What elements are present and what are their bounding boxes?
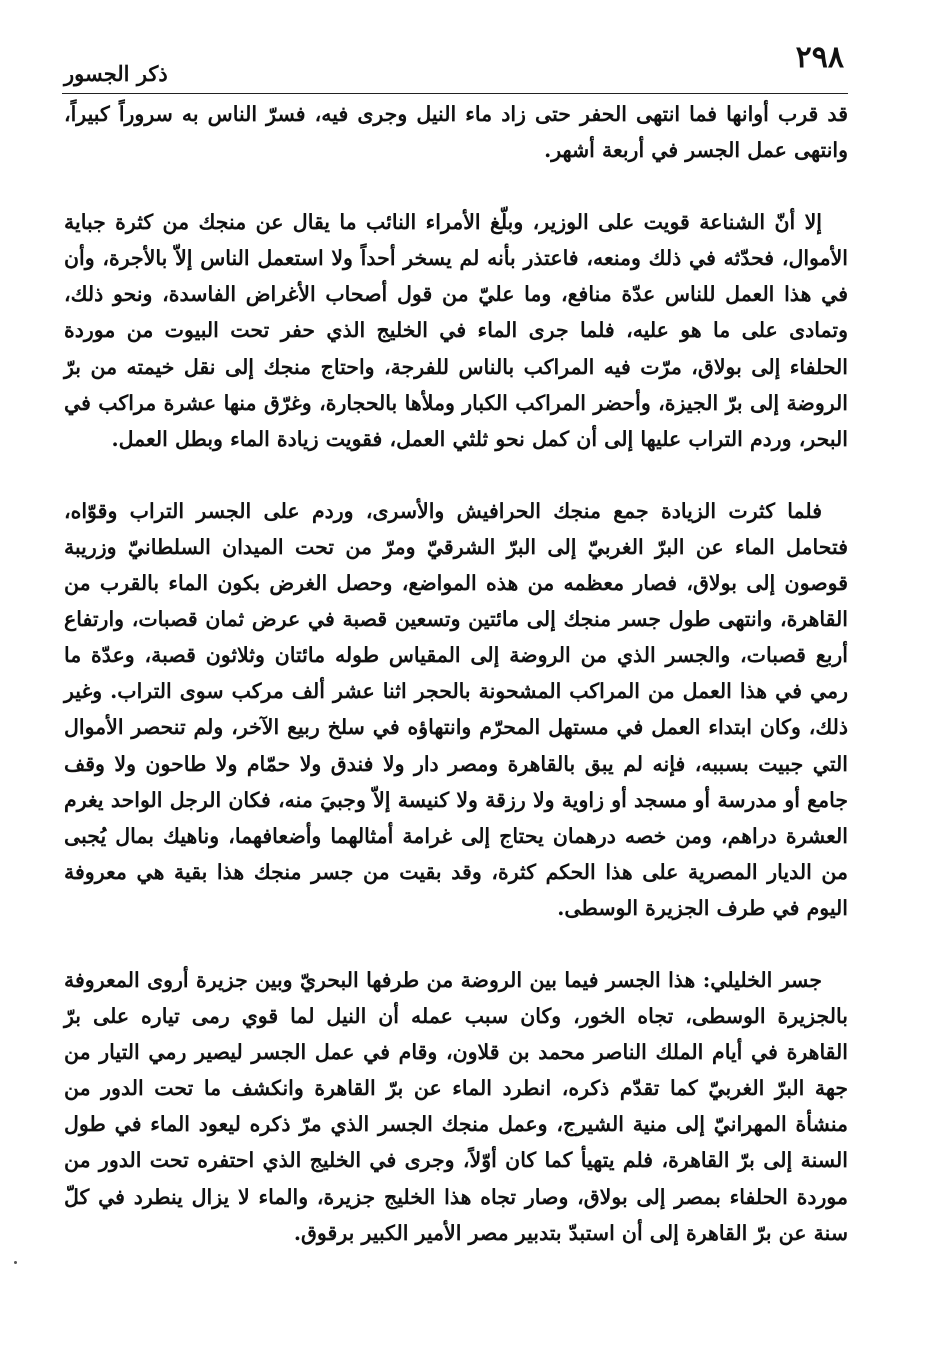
paragraph-3: فلما كثرت الزيادة جمع منجك الحرافيش والأسرى، وردم على الجسر التراب وقوّاه، فتحامل الماء عن البرّ الغربيّ إلى البرّ الشرقيّ ومرّ من تحت الميدان السلطانيّ وزريبة قوصون إلى بولاق، فصار معظمه من هذه المواضع، وحصل الغرض بكون الماء بالقرب من القاهرة، وانتهى طول جسر منجك إلى مائتين وتسعين قصبة في عرض ثمان قصبات، وارتفاع أربع قصبات، والجسر الذي من الروضة إلى المقياس طوله مائتان وثلاثون قصبة، وعدّة ما رمي في هذا العمل من المراكب المشحونة بالحجر اثنا عشر ألف مركب سوى التراب. وغير ذلك، وكان ابتداء العمل في مستهل المحرّم وانتهاؤه في سلخ ربيع الآخر، ولم تنحصر الأموال التي جبيت بسببه، فإنه لم يبق بالقاهرة ومصر دار ولا فندق ولا حمّام ولا طاحون ولا وقف جامع أو مدرسة أو مسجد أو زاوية ولا رزقة ولا كنيسة إلاّ وجبيَ منه، فكان الرجل الواحد يغرم العشرة دراهم، ومن خصه درهمان يحتاج إلى غرامة أمثالهما وأضعافهما، وناهيك بمال يُجبى من الديار المصرية على هذا الحكم كثرة، وقد بقيت من جسر منجك هذا بقية هي معروفة اليوم في طرف الجزيرة الوسطى. (64, 498, 848, 920)
paragraph-4: جسر الخليلي: هذا الجسر فيما بين الروضة من طرفها البحريّ وبين جزيرة أروى المعروفة بالجزيرة الوسطى، تجاه الخور، وكان سبب عمله أن النيل لما قوي رمى تياره على برّ القاهرة في أيام الملك الناصر محمد بن قلاون، وقام في عمل الجسر ليصير رمي التيار من جهة البرّ الغربيّ كما تقدّم ذكره، انطرد الماء عن برّ القاهرة وانكشف ما تحت الدور من منشأة المهرانيّ إلى منية الشيرج، وعمل منجك الجسر الذي مرّ ذكره ليعود الماء في طول السنة إلى برّ القاهرة، فلم يتهيأ كما كان أوّلاً، وجرى في الخليج الذي احتفره تحت الدور من موردة الحلفاء بمصر إلى بولاق، وصار تجاه هذا الخليج جزيرة، والماء لا يزال ينطرد في كلّ سنة عن برّ القاهرة إلى أن استبدّ بتدبير مصر الأمير الكبير برقوق. (64, 967, 848, 1245)
page-number: ٢٩٨ (795, 40, 844, 75)
paragraph-2: إلا أنّ الشناعة قويت على الوزير، وبلّغ الأمراء النائب ما يقال عن منجك من كثرة جباية الأموال، فحدّثه في ذلك ومنعه، فاعتذر بأنه لم يسخر أحداً ولا استعمل الناس إلاّ بالأجرة، وأن في هذا العمل للناس عدّة منافع، وما عليّ من قول أصحاب الأغراض الفاسدة، ونحو ذلك، وتمادى على ما هو عليه، فلما جرى الماء في الخليج الذي حفر تحت البيوت من موردة الحلفاء إلى بولاق، مرّت فيه المراكب بالناس للفرجة، واحتاج منجك إلى نقل خيمته من برّ الروضة إلى برّ الجيزة، وأحضر المراكب الكبار وملأها بالحجارة، وغرّق منها عشرة مراكب في البحر، وردم التراب عليها إلى أن كمل نحو ثلثي العمل، فقويت زيادة الماء وبطل العمل. (64, 210, 848, 451)
margin-mark (14, 1261, 17, 1264)
body-text (64, 96, 848, 1251)
header-rule (62, 93, 848, 94)
running-head: ذكر الجسور (64, 61, 168, 86)
paragraph-1: قد قرب أوانها فما انتهى الحفر حتى زاد ماء النيل وجرى فيه، فسرّ الناس به سروراً كبيراً، وانتهى عمل الجسر في أربعة أشهر. (64, 102, 848, 163)
page-header (62, 40, 848, 92)
